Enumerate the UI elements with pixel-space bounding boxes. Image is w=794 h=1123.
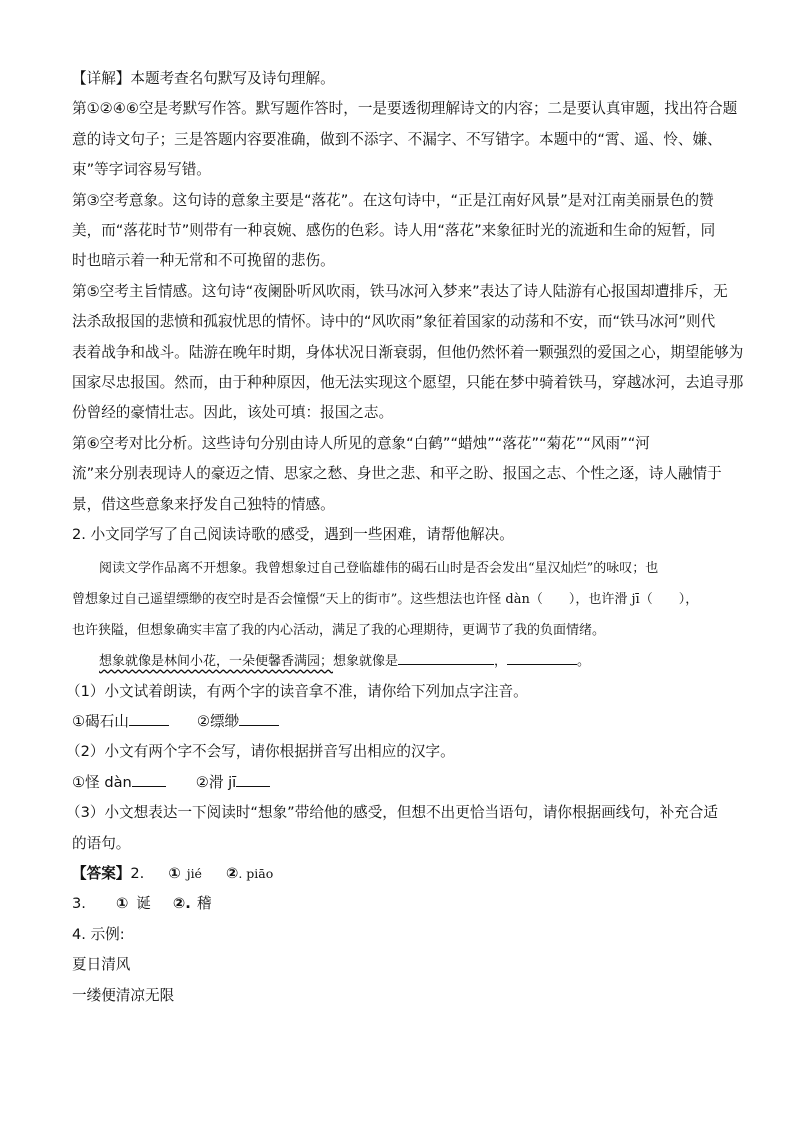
detail-line: 国家尽忠报国。然而，由于种种原因，他无法实现这个愿望，只能在梦中骑着铁马，穿越冰河，去追寻那: [72, 374, 744, 392]
passage-line: [72, 646, 727, 677]
answer-number: 2.: [130, 864, 145, 882]
underlined-sentence: 想象就像是林间小花，一朵便馨香满园；: [99, 653, 334, 669]
sub-question-1-items: [72, 707, 727, 737]
detail-line: 景，借这些意象来抒发自己独特的情感。: [72, 495, 335, 513]
passage-line: 阅读文学作品离不开想象。我曾想象过自己登临雄伟的碣石山时是否会发出“星汉灿烂”的咏叹；也: [99, 560, 659, 576]
example-line: 夏日清风: [72, 956, 131, 974]
item-label: ①怪 dàn: [72, 773, 132, 791]
answer-mark: ②.: [172, 895, 191, 913]
example-line: 一缕便清凉无限: [72, 986, 175, 1004]
detail-title: 本题考查名句默写及诗句理解。: [130, 70, 335, 87]
answer-line-3: [72, 889, 727, 919]
detail-heading: [72, 64, 727, 94]
passage-text: ），也许滑 jī（: [568, 591, 653, 607]
passage-text: 想象就像是: [333, 653, 399, 669]
detail-line: 第⑥空考对比分析。这些诗句分别由诗人所见的意象“白鹤”“蜡烛”“落花”“菊花”“风雨”“河: [72, 434, 650, 452]
detail-body: [72, 94, 744, 520]
answer-value: . piāo: [238, 865, 274, 881]
item-label: ①碣石山: [72, 712, 129, 730]
detail-line: 第③空考意象。这句诗的意象主要是“落花”。在这句诗中，“正是江南好风景”是对江南美丽景色的赞: [72, 191, 714, 209]
fill-blank[interactable]: [507, 650, 577, 665]
detail-line: 美，而“落花时节”则带有一种哀婉、感伤的色彩。诗人用“落花”来象征时光的流逝和生命的短暂，同: [72, 222, 716, 240]
passage-text: ），: [678, 591, 699, 607]
answer-blank[interactable]: [132, 772, 166, 787]
question-stem: 2. 小文同学写了自己阅读诗歌的感受，遇到一些困难，请帮他解决。: [72, 526, 514, 544]
detail-line: 法杀敌报国的悲愤和孤寂忧思的情怀。诗中的“风吹雨”象征着国家的动荡和不安，而“铁马冰河”则代: [72, 313, 716, 331]
detail-line: 第⑤空考主旨情感。这句诗“夜阑卧听风吹雨，铁马冰河入梦来”表达了诗人陆游有心报国却遭排斥，无: [72, 282, 728, 300]
sub-question-3: （3）小文想表达一下阅读时“想象”带给他的感受，但想不出更恰当语句，请你根据画线句，补充合适: [66, 804, 718, 822]
passage-line: [72, 584, 727, 615]
passage-text: 。: [577, 653, 591, 669]
answer-value: 诞: [136, 895, 151, 913]
detail-line: 时也暗示着一种无常和不可挽留的悲伤。: [72, 252, 335, 270]
sub-question-3-cont: 的语句。: [72, 834, 131, 852]
sub-question-1: （1）小文试着朗读，有两个字的读音拿不准，请你给下列加点字注音。: [66, 682, 528, 700]
answer-mark: ①: [115, 895, 129, 913]
passage-text: 曾想象过自己遥望缥缈的夜空时是否会憧憬“天上的街市”。这些想法也许怪 dàn（: [72, 591, 543, 607]
answer-mark: ②: [225, 864, 239, 882]
answer-tag: 【答案】: [72, 864, 131, 882]
answer-line-2: [72, 859, 727, 889]
answer-blank[interactable]: [239, 711, 279, 726]
answer-value: 稽: [196, 895, 212, 913]
detail-tag: 【详解】: [72, 70, 131, 87]
item-label: ②缥缈: [196, 712, 240, 730]
passage-line: 也许狭隘，但想象确实丰富了我的内心活动，满足了我的心理期待，更调节了我的负面情绪。: [72, 622, 606, 638]
answer-number: 3.: [72, 895, 86, 913]
item-label: ②滑 jī: [195, 773, 237, 791]
answer-blank[interactable]: [236, 772, 270, 787]
fill-blank[interactable]: [398, 650, 494, 665]
detail-line: 份曾经的豪情壮志。因此，该处可填：报国之志。: [72, 404, 394, 422]
detail-line: 第①②④⑥空是考默写作答。默写题作答时，一是要透彻理解诗文的内容；二是要认真审题，找出符合题: [72, 100, 738, 118]
detail-line: 流”来分别表现诗人的豪迈之情、思家之愁、身世之悲、和平之盼、报国之志、个性之逐，诗人融情于: [72, 465, 722, 483]
answer-blank[interactable]: [129, 711, 169, 726]
document-page: [66, 64, 744, 1011]
reading-passage: [72, 553, 727, 677]
sub-question-2: （2）小文有两个字不会写，请你根据拼音写出相应的汉字。: [66, 743, 455, 761]
detail-line: 束”等字词容易写错。: [72, 161, 211, 179]
answer-value: jié: [186, 865, 202, 881]
passage-text: ，: [494, 653, 508, 669]
answer-line-4: 4. 示例:: [72, 925, 125, 943]
answer-mark: ①: [168, 864, 181, 882]
sub-question-2-items: [72, 768, 727, 798]
detail-line: 意的诗文句子；三是答题内容要准确，做到不添字、不漏字、不写错字。本题中的“霄、遥、怜、嫌、: [72, 130, 722, 148]
detail-line: 表着战争和战斗。陆游在晚年时期，身体状况日渐衰弱，但他仍然怀着一颗强烈的爱国之心，期望能够为: [72, 343, 744, 361]
